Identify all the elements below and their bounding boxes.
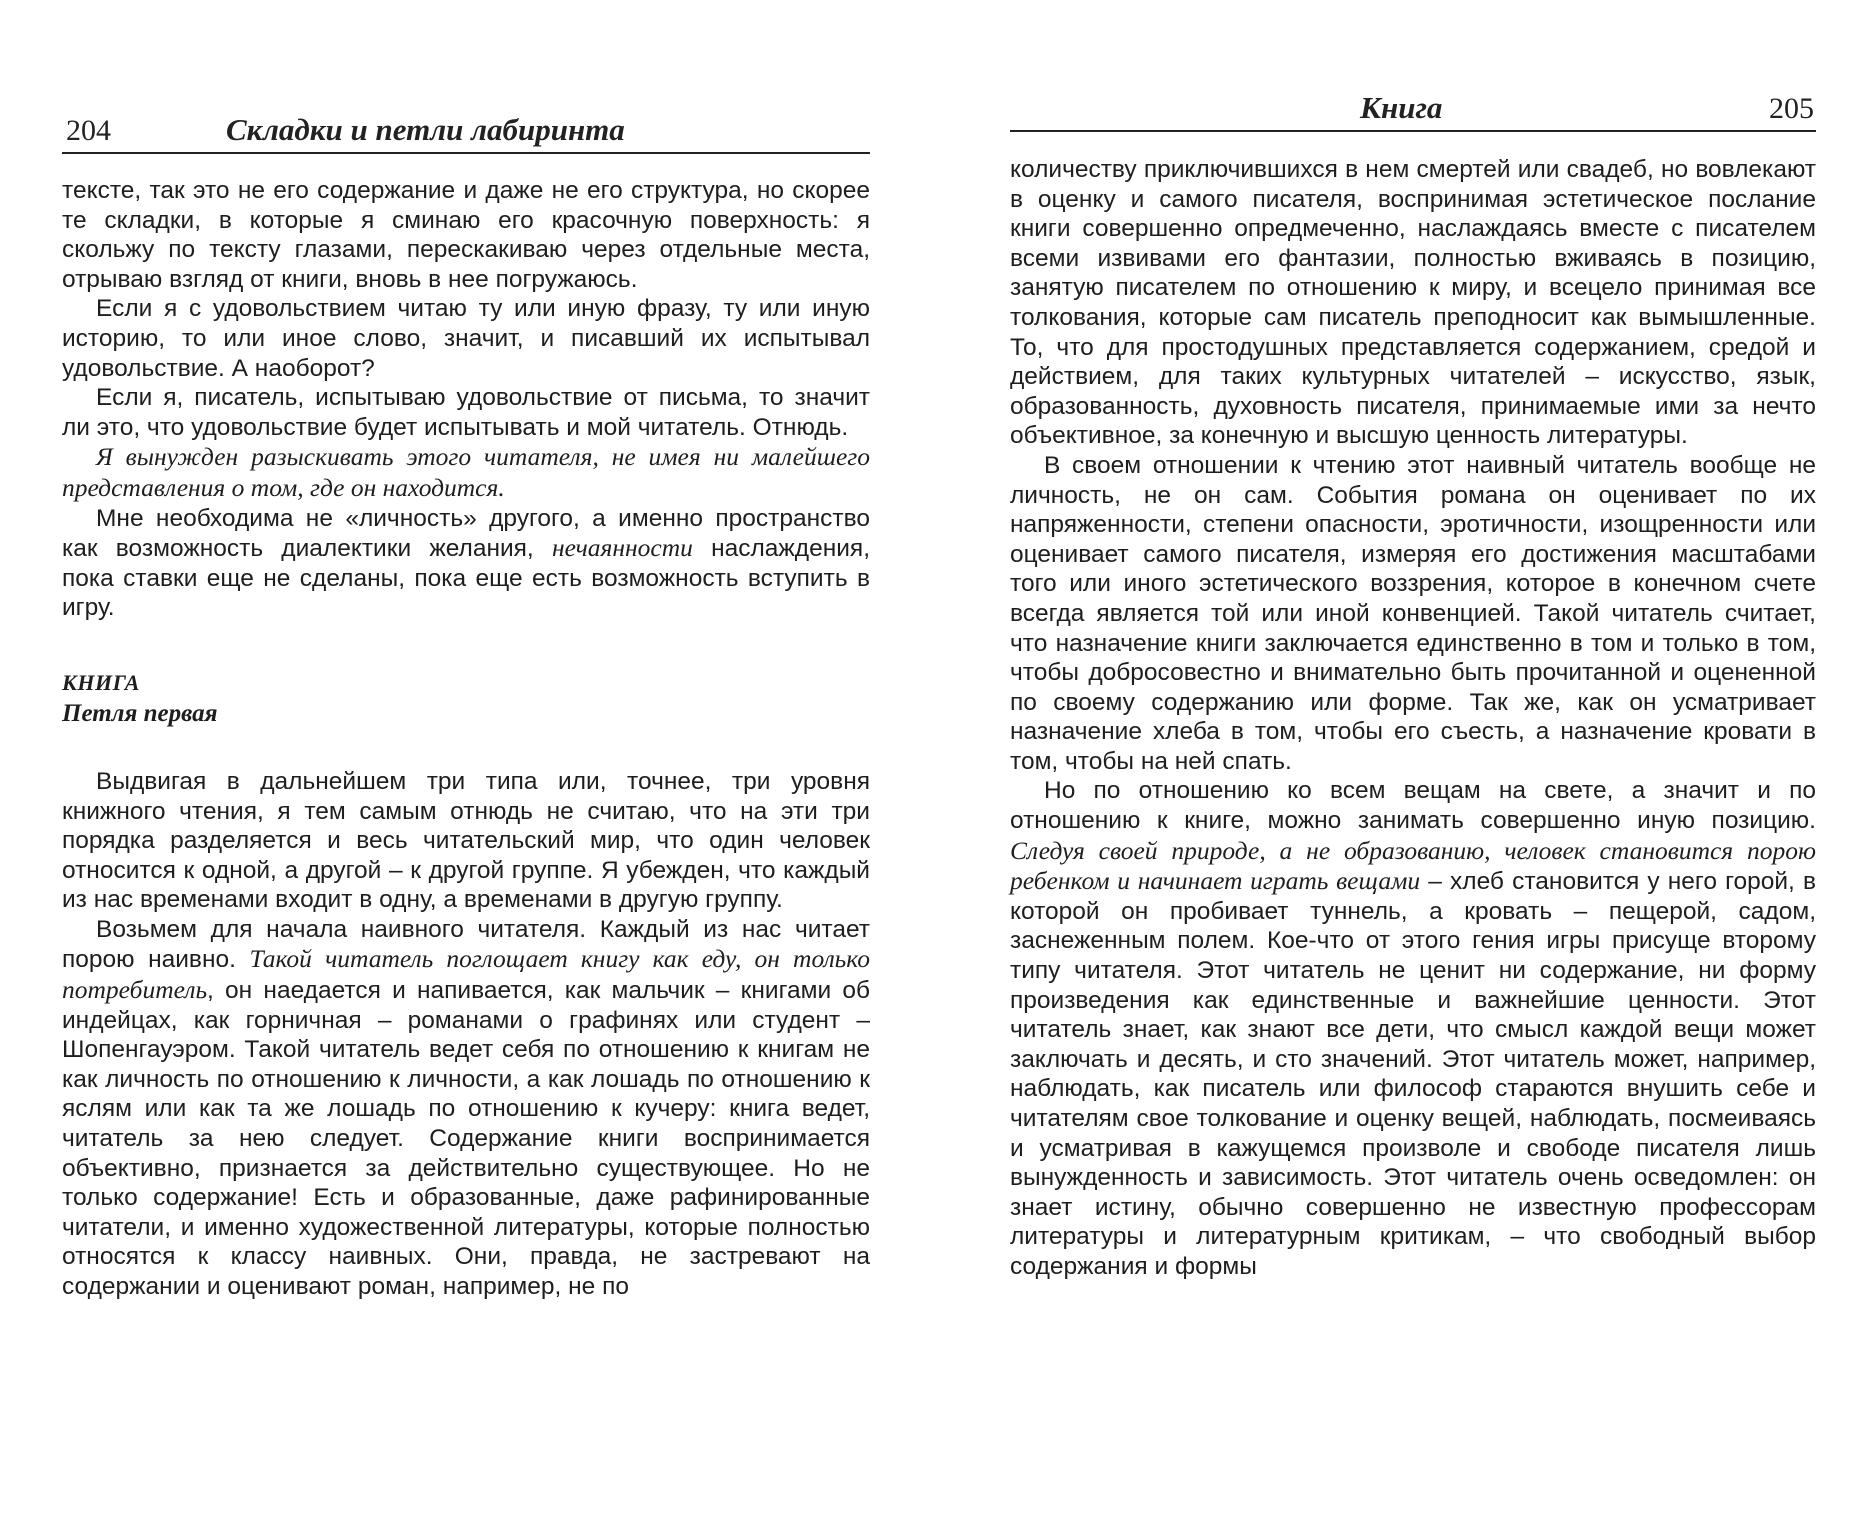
text-segment: Возьмем для начала наивного читателя. Каждый из нас читает порою наивно. bbox=[62, 915, 870, 974]
paragraph bbox=[62, 442, 870, 503]
right-page bbox=[1010, 0, 1816, 1523]
running-title: Складки и петли лабиринта bbox=[226, 112, 625, 147]
left-page bbox=[62, 0, 870, 1523]
paragraphs bbox=[1010, 155, 1816, 1282]
text-segment: Если я, писатель, испытываю удовольствие от письма, то значит ли это, что удовольствие будет испытывать и мой читатель. Отнюдь. bbox=[62, 384, 870, 441]
section-subtitle: Петля первая bbox=[62, 699, 218, 727]
paragraph bbox=[62, 504, 870, 623]
page-header bbox=[1010, 70, 1816, 132]
paragraph bbox=[62, 915, 870, 1302]
italic-text: нечаянности bbox=[551, 533, 693, 563]
text-segment: тексте, так это не его содержание и даже не его структура, но скорее те складки, в которые я сминаю его красочную поверхность: я скольжу по тексту глазами, перескакиваю через отдельные места, отрываю взгляд от книги, вновь в нее погружаюсь. bbox=[62, 177, 870, 293]
text-segment: Если я с удовольствием читаю ту или иную фразу, ту или иную историю, то или иное слово, значит, и писавший их испытывал удовольствие. А наоборот? bbox=[62, 295, 870, 382]
paragraph bbox=[62, 176, 870, 294]
page-body bbox=[62, 176, 870, 1302]
page-number: 205 bbox=[1769, 92, 1814, 125]
paragraph bbox=[1010, 451, 1816, 777]
paragraphs-before-heading bbox=[62, 176, 870, 623]
paragraph bbox=[62, 294, 870, 383]
paragraph bbox=[1010, 776, 1816, 1281]
italic-text: Я вынужден разыскивать этого читателя, не имея ни малейшего представления о том, где он находится. bbox=[62, 442, 870, 502]
text-segment: – хлеб становится у него горой, в которой он пробивает туннель, а кровать – пещерой, садом, заснеженным полем. Кое-что от этого гения игры присуще второму типу читателя. Этот читатель не ценит ни содержание, ни форму произведения как единственные и важнейшие ценности. Этот читатель знает, как знают все дети, что смысл каждой вещи может заключать и десять, и сто значений. Этот читатель может, например, наблюдать, как писатель или философ стараются внушить себе и читателям свое толкование и оценку вещей, наблюдать, посмеиваясь и усматривая в кажущемся произволе и свободе писателя лишь вынужденность и зависимость. Этот читатель очень осведомлен: он знает истину, обычно совершенно не известную профессорам литературы и литературным критикам, – что свободный выбор содержания и формы bbox=[1010, 868, 1816, 1280]
text-segment: , он наедается и напивается, как мальчик – книгами об индейцах, как горничная – романами о графинях или студент – Шопенгауэром. Такой читатель ведет себя по отношению к книгам не как личность по отношению к личности, а как лошадь по отношению к яслям или как та же лошадь по отношению к кучеру: книга ведет, читатель за нею следует. Содержание книги воспринимается объективно, признается за действительно существующее. Но не только содержание! Есть и образованные, даже рафинированные читатели, и именно художественной литературы, которые полностью относятся к классу наивных. Они, правда, не застревают на содержании и оценивают роман, например, не по bbox=[62, 977, 870, 1300]
paragraph bbox=[62, 383, 870, 442]
text-segment: наслаждения, пока ставки еще не сделаны, пока еще есть возможность вступить в игру. bbox=[62, 535, 870, 622]
text-segment: В своем отношении к чтению этот наивный читатель вообще не личность, не он сам. События романа он оценивает по их напряженности, степени опасности, эротичности, изощренности или оценивает самого писателя, измеряя его достижения масштабами того или иного эстетического воззрения, которое в конечном счете всегда является той или иной конвенцией. Такой читатель считает, что назначение книги заключается единственно в том и только в том, чтобы добросовестно и внимательно быть прочитанной и оцененной по своему содержанию или форме. Так же, как он усматривает назначение хлеба в том, чтобы его съесть, а назначение кровати в том, чтобы на ней спать. bbox=[1010, 451, 1816, 775]
text-segment: количеству приключившихся в нем смертей или свадеб, но вовлекают в оценку и самого писателя, воспринимая эстетическое послание книги совершенно опредмеченно, наслаждаясь вместе с писателем всеми извивами его фантазии, полностью вживаясь в позицию, занятую писателем по отношению к миру, и всецело принимая все толкования, которые сам писатель преподносит как вымышленные. То, что для простодушных представляется содержанием, средой и действием, для таких культурных читателей – искусство, язык, образованность, духовность писателя, принимаемые ими за нечто объективное, за конечную и высшую ценность литературы. bbox=[1010, 156, 1816, 450]
italic-text: Такой читатель поглощает книгу как еду, он только потребитель bbox=[62, 944, 870, 1005]
text-segment: Но по отношению ко всем вещам на свете, а значит и по отношению к книге, можно занимать совершенно иную позицию. bbox=[1010, 777, 1816, 835]
paragraph bbox=[62, 767, 870, 915]
running-title: Книга bbox=[1360, 90, 1443, 125]
page-number: 204 bbox=[66, 114, 111, 147]
paragraph bbox=[1010, 155, 1816, 451]
section-heading bbox=[62, 667, 870, 729]
paragraphs-after-heading bbox=[62, 767, 870, 1302]
text-segment: Мне необходима не «личность» другого, а именно пространство как возможность диалектики желания, bbox=[62, 504, 870, 563]
italic-text: Следуя своей природе, а не образованию, человек становится порою ребенком и начинает играть вещами bbox=[1010, 835, 1816, 896]
section-title: КНИГА bbox=[62, 669, 140, 695]
page-body bbox=[1010, 155, 1816, 1282]
text-segment: Выдвигая в дальнейшем три типа или, точнее, три уровня книжного чтения, я тем самым отнюдь не считаю, что на эти три порядка разделяется и весь читательский мир, что один человек относится к одной, а другой – к другой группе. Я убежден, что каждый из нас временами входит в одну, а временами в другую группу. bbox=[62, 767, 870, 914]
page-header bbox=[62, 92, 870, 154]
